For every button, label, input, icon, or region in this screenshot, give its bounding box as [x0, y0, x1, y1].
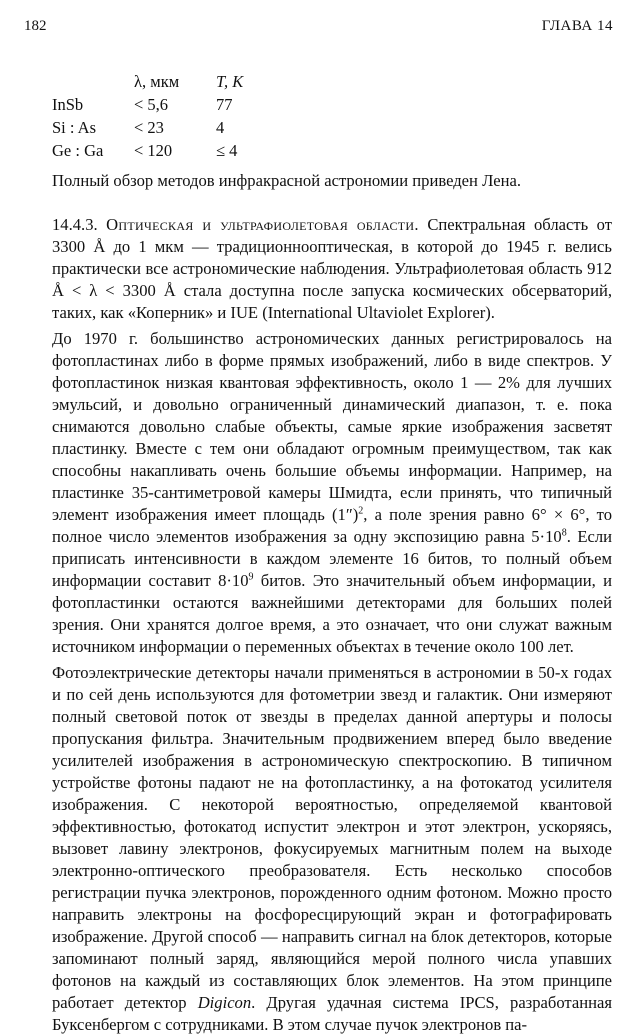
table-row	[52, 141, 312, 164]
paragraph: Полный обзор методов инфракрасной астрономии приведен Лена.	[52, 171, 521, 190]
table-cell: Ge : Ga	[52, 141, 104, 160]
table-header-row	[52, 72, 312, 95]
body-text	[52, 170, 612, 1036]
section-number: 14.4.3.	[52, 215, 98, 234]
paragraph-text: До 1970 г. большинство астрономических данных регистрировалось на фотопластинах либо в форме прямых изображений, либо в виде спектров. У фотопластинок низкая квантовая эффективность, около 1 — 2% для лучших эмульсий, и довольно ограниченный динамический диапазон, т. е. пока снимаются довольно слабые объекты, самые яркие изображения засветят пластинку. Вместе с тем они обладают огромным преимуществом, так как способны накапливать очень большие объемы информации. Например, на пластинке 35-сантиметровой камеры Шмидта, если принять, что типичный элемент изображения имеет площадь (1″)	[52, 329, 612, 524]
table-header-cell: T, К	[216, 72, 244, 91]
table-cell: InSb	[52, 95, 84, 114]
chapter-title: ГЛАВА 14	[541, 18, 613, 34]
superscript: 9	[248, 571, 254, 583]
table-header-cell: λ, мкм	[134, 72, 180, 91]
superscript: 8	[561, 527, 567, 539]
section-heading: Оптическая и ультрафиолетовая области.	[106, 215, 419, 234]
italic-term: Digicon	[197, 993, 252, 1012]
table-cell: < 23	[134, 118, 164, 137]
table-cell: < 5,6	[134, 95, 169, 114]
table-cell: 4	[216, 118, 225, 137]
table-row	[52, 118, 312, 141]
paragraph	[52, 328, 612, 658]
table-cell: Si : As	[52, 118, 97, 137]
detector-table	[52, 72, 312, 164]
page-number: 182	[24, 18, 47, 34]
paragraph-text: . Если приписать интенсивности в каждом элементе 16 битов, то полный объем информации составит 8·10	[52, 527, 612, 590]
running-header	[24, 18, 613, 40]
superscript: 2	[358, 505, 364, 517]
section-paragraph	[52, 214, 612, 324]
table-cell: < 120	[134, 141, 173, 160]
table-row	[52, 95, 312, 118]
table-cell: 77	[216, 95, 233, 114]
paragraph-text: , а поле зрения равно 6° × 6°, то полное число элементов изображения за одну экспозицию равна 5·10	[52, 505, 612, 546]
paragraph-text: . Другая удачная система IPCS, разработанная Буксенбергом с сотрудниками. В этом случае пучок электронов па-	[52, 993, 612, 1034]
paragraph-text: Спектральная область от 3300 Å до 1 мкм — традиционнооптическая, в которой до 1945 г. велись практически все астрономические наблюдения. Ультрафиолетовая область 912 Å < λ < 3300 Å стала доступна после запуска космических обсерваторий, таких, как «Коперник» и IUE (International Ultaviolet Explorer).	[52, 215, 612, 322]
paragraph-text: битов. Это значительный объем информации, и фотопластинки остаются важнейшими детекторами для больших полей зрения. Они хранятся долгое время, а это означает, что они служат важным источником информации о переменных объектах в течение около 100 лет.	[52, 571, 612, 656]
paragraph-text: Фотоэлектрические детекторы начали применяться в астрономии в 50-х годах и по сей день используются для фотометрии звезд и галактик. Они измеряют полный световой поток от звезды в пределах данной апертуры и полосы пропускания фильтра. Значительным продвижением вперед было введение усилителей изображения в астрономическую спектроскопию. В типичном устройстве фотоны падают не на фотопластинку, а на фотокатод усилителя изображения. С некоторой вероятностью, определяемой квантовой эффективностью, фотокатод испустит электрон и этот электрон, ускоряясь, вызовет лавину электронов, фокусируемых магнитным полем на выходе электронно-оптического преобразователя. Есть несколько способов регистрации пучка электронов, порожденного одним фотоном. Можно просто направить электроны на фосфоресцирующий экран и фотографировать изображение. Другой способ — направить сигнал на блок детекторов, которые запоминают полный заряд, являющийся мерой полного числа упавших фотонов на каждый из составляющих блок элементов. На этом принципе работает детектор	[52, 663, 612, 1012]
paragraph	[52, 662, 612, 1036]
table-cell: ≤ 4	[216, 141, 238, 160]
